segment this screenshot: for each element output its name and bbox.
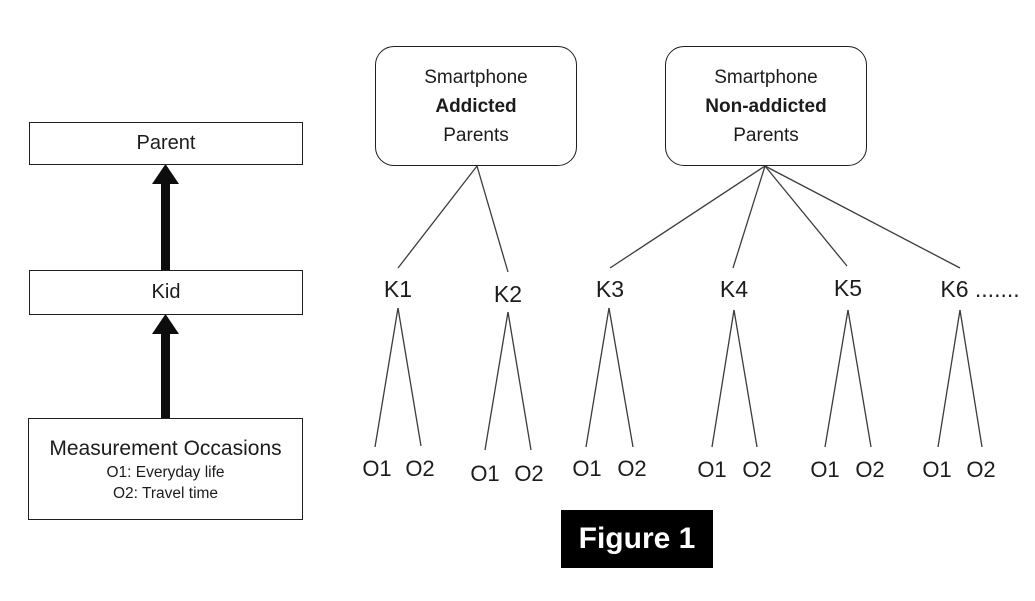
k4-o1-label: O1	[697, 457, 727, 482]
k4-o2-label: O2	[742, 457, 772, 482]
kid-node-k3: K3	[595, 276, 625, 302]
arrow-kid-to-parent	[152, 164, 179, 270]
k2-o1-label: O1	[470, 461, 500, 486]
group-nonaddicted-line3: Parents	[733, 124, 799, 146]
measurement-occasions-box	[28, 418, 303, 520]
kid-node-k4: K4	[719, 276, 749, 302]
measurement-o2-desc: O2: Travel time	[112, 484, 219, 502]
k1-o2-label: O2	[405, 456, 435, 481]
arrow-measurement-to-kid	[152, 314, 179, 418]
parent-label: Parent	[136, 132, 196, 154]
group-addicted-line2: Addicted	[435, 95, 517, 117]
group-nonaddicted-box	[665, 46, 867, 166]
figure-caption-text: Figure 1	[578, 522, 696, 555]
group-addicted-line3: Parents	[443, 124, 509, 146]
k5-o2-label: O2	[855, 457, 885, 482]
parent-box	[29, 122, 303, 165]
group-addicted-line1: Smartphone	[424, 66, 528, 88]
kid-label: Kid	[151, 281, 181, 303]
group-nonaddicted-line1: Smartphone	[714, 66, 818, 88]
kid-box	[29, 270, 303, 315]
k6-ellipsis: .......	[974, 276, 1020, 302]
k5-o1-label: O1	[810, 457, 840, 482]
measurement-o1-desc: O1: Everyday life	[106, 463, 225, 481]
k1-o1-label: O1	[362, 456, 392, 481]
kid-node-k6: K6 .......	[940, 276, 1020, 302]
kid-node-k2: K2	[493, 281, 523, 307]
k3-o2-label: O2	[617, 456, 647, 481]
measurement-title: Measurement Occasions	[49, 436, 282, 460]
kid-node-k5: K5	[833, 275, 863, 301]
k2-o2-label: O2	[514, 461, 544, 486]
k6-o1-label: O1	[922, 457, 952, 482]
kid-node-k1: K1	[383, 276, 413, 302]
group-nonaddicted-line2: Non-addicted	[705, 95, 827, 117]
figure-caption	[561, 510, 713, 568]
k3-o1-label: O1	[572, 456, 602, 481]
group-addicted-box	[375, 46, 577, 166]
k6-o2-label: O2	[966, 457, 996, 482]
